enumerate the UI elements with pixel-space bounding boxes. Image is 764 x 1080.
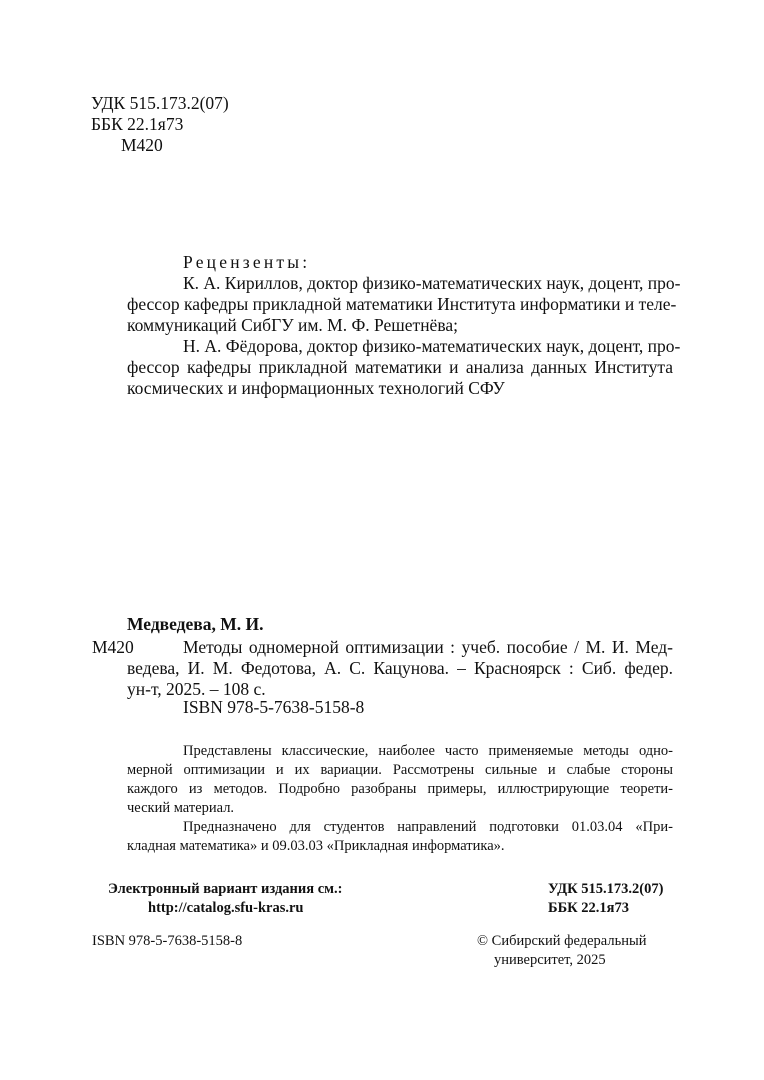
reviewer-1-line: К. А. Кириллов, доктор физико-математических наук, доцент, про- — [183, 273, 681, 293]
abstract-line: кладная математика» и 09.03.03 «Прикладная информатика». — [127, 838, 505, 854]
udk-code-right: УДК 515.173.2(07) — [548, 881, 664, 897]
reviewers-section — [127, 252, 681, 399]
catalog-line: ведева, И. М. Федотова, А. С. Кацунова. – Красноярск : Сиб. федер. — [127, 658, 673, 678]
bbk-code: ББК 22.1я73 — [91, 114, 184, 134]
catalog-line: Методы одномерной оптимизации : учеб. пособие / М. И. Мед- — [183, 637, 673, 657]
copyright — [477, 932, 646, 970]
abstract-line: ческий материал. — [127, 800, 235, 816]
codes-right — [548, 880, 663, 918]
copyright-line: университет, 2025 — [494, 952, 606, 968]
abstract-section — [127, 742, 673, 856]
catalog-line: ун-т, 2025. – 108 с. — [127, 679, 266, 699]
catalog-author: Медведева, М. И. — [127, 614, 264, 634]
reviewers-heading: Рецензенты: — [183, 252, 311, 272]
reviewer-1-line: коммуникаций СибГУ им. М. Ф. Решетнёва; — [127, 315, 458, 335]
reviewer-1-line: фессор кафедры прикладной математики Института информатики и теле- — [127, 294, 677, 314]
isbn-footer: ISBN 978-5-7638-5158-8 — [92, 933, 243, 949]
abstract-line: Предназначено для студентов направлений подготовки 01.03.04 «При- — [183, 819, 673, 835]
catalog-code: М420 — [92, 637, 134, 657]
reviewer-2-line: космических и информационных технологий СФУ — [127, 378, 505, 398]
catalog-isbn: ISBN 978-5-7638-5158-8 — [183, 697, 365, 717]
ebook-info — [108, 880, 343, 918]
reviewer-2-line: фессор кафедры прикладной математики и анализа данных Института — [127, 357, 673, 377]
catalog-description — [127, 637, 673, 700]
copyright-line: © Сибирский федеральный — [477, 933, 647, 949]
reviewer-2-line: Н. А. Фёдорова, доктор физико-математических наук, доцент, про- — [183, 336, 681, 356]
ebook-url[interactable]: http://catalog.sfu-kras.ru — [148, 900, 304, 916]
abstract-line: Представлены классические, наиболее часто применяемые методы одно- — [183, 743, 673, 759]
bbk-code-right: ББК 22.1я73 — [548, 900, 630, 916]
author-sign-code: М420 — [121, 135, 163, 155]
udk-bbk-block — [91, 93, 229, 156]
ebook-label: Электронный вариант издания см.: — [108, 881, 343, 897]
udk-code: УДК 515.173.2(07) — [91, 93, 229, 113]
abstract-line: мерной оптимизации и их вариации. Рассмотрены сильные и слабые стороны — [127, 762, 673, 778]
abstract-line: каждого из методов. Подробно разобраны примеры, иллюстрирующие теорети- — [127, 781, 673, 797]
